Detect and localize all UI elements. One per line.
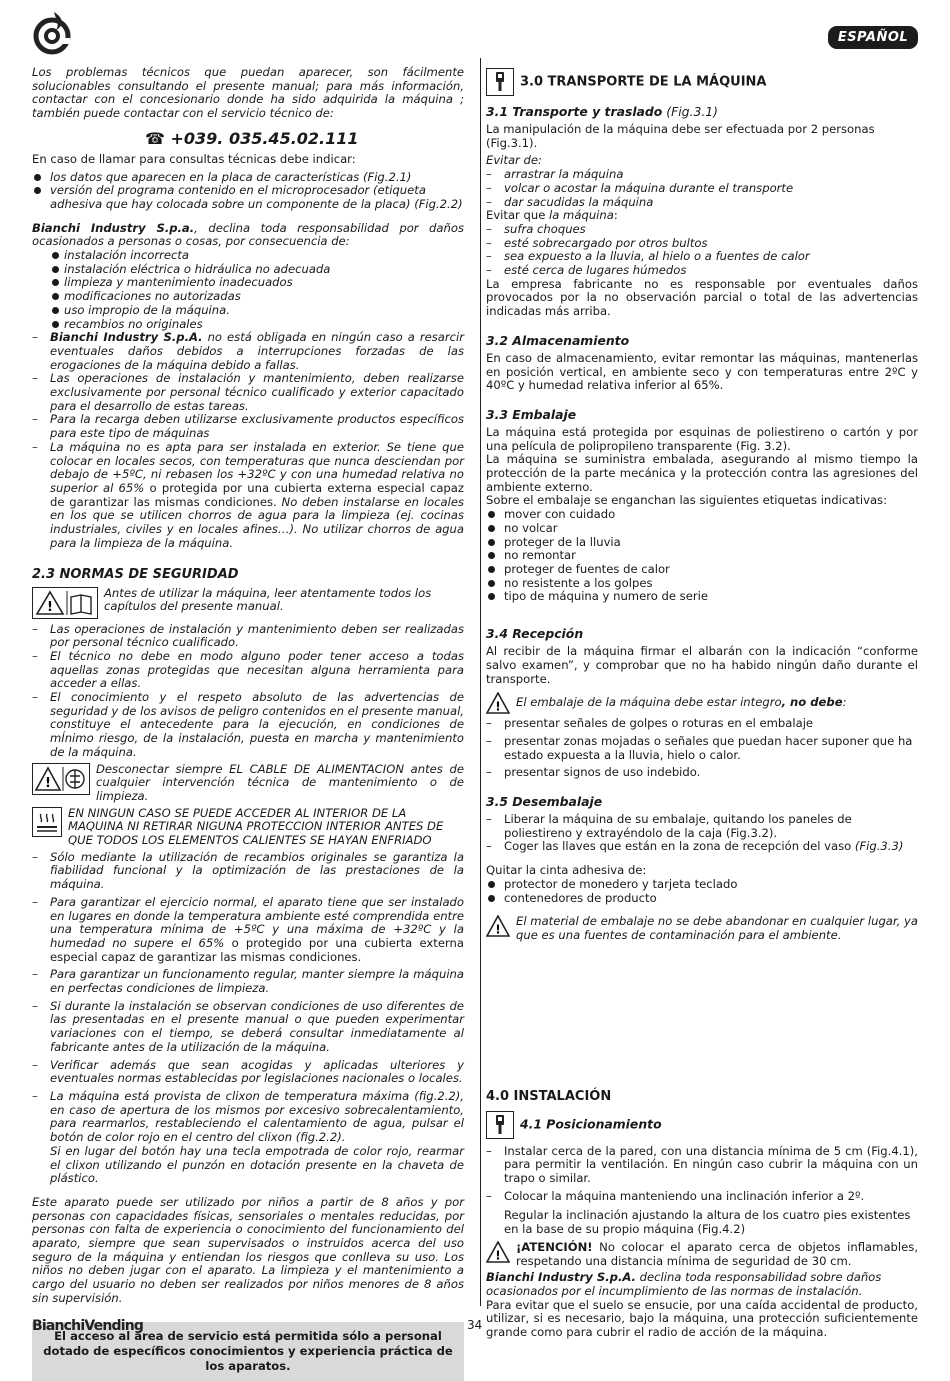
list-item: – Instalar cerca de la pared, con una distancia mínima de 5 cm (Fig.4.1), para permitir la ventilación. En ningún caso cubrir la máquina con un trapo o similar. [486, 1145, 918, 1186]
bianchi-logo-icon [30, 8, 74, 56]
phone-number: ☎ +039. 035.45.02.111 [145, 128, 359, 148]
avoid-label: Evitar de: [486, 153, 542, 168]
responsibility-text: La empresa fabricante no es responsable por eventuales daños provocados por la no observación parcial o total de las advertencias indicadas más arriba. [486, 276, 918, 319]
packaging-integrity-warning: ! El embalaje de la máquina debe estar integro, no debe: [486, 692, 918, 714]
list-item: – volcar o acostar la máquina durante el transporte [486, 182, 918, 196]
safety-title: 2.3 NORMAS DE SEGURIDAD [32, 566, 239, 582]
list-item: no volcar [486, 522, 918, 536]
final-disclaimer: Bianchi Industry S.p.A. declina toda responsabilidad sobre daños ocasionados por el incumplimiento de las normas de instalación. [486, 1270, 882, 1298]
list-item: – Para garantizar un funcionamento regular, manter siempre la máquina en perfectas condiciones de limpieza. [32, 968, 464, 995]
floor-protection-text: Para evitar que el suelo se ensucie, por una caída accidental de producto, utilizar, si es necesario, bajo la máquina, una protección suficientemente grande como para cubrir el radio de acción de la máquina. [486, 1297, 918, 1340]
list-item: proteger de la lluvia [486, 536, 918, 550]
notes-list [32, 331, 464, 550]
svg-text:!: ! [495, 922, 501, 937]
disconnect-warning: ! Desconectar siempre EL CABLE DE ALIMENTACION antes de cualquier intervención técnica de mantenimiento o de limpieza. [32, 763, 464, 804]
safety-list-2 [32, 851, 464, 1186]
attention-warning: ! ¡ATENCIÓN! No colocar el aparato cerca de objetos inflamables, respetando una distancia mínima de seguridad de 30 cm. [486, 1241, 918, 1268]
avoid2-label: Evitar que la máquina: [486, 208, 618, 223]
warning-book-icon [32, 587, 98, 619]
list-item: – arrastrar la máquina [486, 168, 918, 182]
list-item: – presentar signos de uso indebido. [486, 766, 918, 780]
list-item: versión del programa contenido en el microprocesador (etiqueta adhesiva que hay colocada sobre un componente de la placa) (Fig.2.2) [32, 184, 464, 211]
list-item: proteger de fuentes de calor [486, 563, 918, 577]
safety-list [32, 623, 464, 760]
wrench-icon [486, 68, 514, 96]
list-item: – Para la recarga deben utilizarse exclusivamente productos específicos para este tipo de máquinas [32, 413, 464, 440]
section-3-4-text: Al recibir de la máquina firmar el albarán con la indicación “conforme salvo examen”, y comprobar que no ha habido ningún daño durante el transporte. [486, 644, 918, 686]
right-column [486, 66, 918, 1340]
warning-icon [486, 692, 510, 714]
adjust-text: Regular la inclinación ajustando la altura de los cuatro pies existentes en la base de su propio máquina (Fig.4.2) [504, 1208, 911, 1237]
tape-list [486, 878, 918, 905]
read-manual-warning: ! Antes de utilizar la máquina, leer atentamente todos los capítulos del presente manual. [32, 587, 464, 619]
list-item: no resistente a los golpes [486, 577, 918, 591]
section-3-1-text: La manipulación de la máquina debe ser efectuada por 2 personas (Fig.3.1). [486, 122, 875, 150]
list-item: – El conocimiento y el respeto absoluto de las advertencias de seguridad y de los avisos de peligro contenidos en el presente manual, constituye el antecedente para la ejecución, en condiciones de mÍnimo riesgo, de la instalación, puesta en marcha y mantenimiento de la máquina. [32, 691, 464, 760]
phone-icon: ☎ [145, 128, 171, 148]
intro-text: Los problemas técnicos que puedan aparecer, son fácilmente solucionables consultando el presente manual; para más información, contactar con el concesionario donde ha sido adquirida la máquina ; también puede contactar con el servicio técnico de: [32, 65, 464, 121]
list-item: – El técnico no debe en modo alguno poder tener acceso a todas aquellas zonas protegidas que necesitan alguna herramienta para acceder a ellas. [32, 650, 464, 691]
list-item: – Para garantizar el ejercicio normal, el aparato tiene que ser instalado en lugares en donde la temperatura ambiente esté comprendida entre una temperatura mínima de +5ºC y una máxima de +32ºC y la humedad no supere el 65% o protegido por una cubierta externa especial capaz de garantizar las mismas condiciones. [32, 896, 464, 965]
section-3-3-text-2: La máquina se suministra embalada, asegurando al mismo tiempo la protección de la parte mecánica y la protección contra las agresiones del ambiente externo. [486, 452, 918, 494]
left-column [32, 66, 464, 1381]
section-3-3-title: 3.3 Embalaje [486, 406, 577, 422]
list-item: – Colocar la máquina manteniendo una inclinación inferior a 2º. [486, 1190, 918, 1204]
section-3-3-text-1: La máquina está protegida por esquinas de poliestireno o cartón y por una película de polipropileno transparente (Fig. 3.2). [486, 424, 918, 453]
list-item: instalación incorrecta [32, 249, 464, 263]
hot-surface-icon [32, 807, 62, 837]
list-item: limpieza y mantenimiento inadecuados [32, 276, 464, 290]
labels-list [486, 508, 918, 604]
warning-plug-icon [32, 763, 90, 795]
packaging-material-warning: ! El material de embalaje no se debe abandonar en cualquier lugar, ya que es una fuentes de contaminación para el ambiente. [486, 915, 918, 942]
svg-text:!: ! [495, 699, 501, 714]
warning-icon [486, 915, 510, 937]
list-item: – sea expuesto a la lluvia, al hielo o a fuentes de calor [486, 250, 918, 264]
list-item: contenedores de producto [486, 892, 918, 906]
list-item: tipo de máquina y numero de serie [486, 590, 918, 604]
list-item: – Sólo mediante la utilización de recambios originales se garantiza la fiabilidad funcional y la optimización de las prestaciones de la máquina. [32, 851, 464, 892]
list-item: – esté sobrecargado por otros bultos [486, 237, 918, 251]
causes-list [32, 249, 464, 331]
tape-intro: Quitar la cinta adhesiva de: [486, 863, 647, 878]
list-item: – presentar señales de golpes o roturas en el embalaje [486, 717, 918, 731]
section-3-3-text-3: Sobre el embalaje se enganchan las siguientes etiquetas indicativas: [486, 493, 887, 508]
call-intro: En caso de llamar para consultas técnicas debe indicar: [32, 151, 356, 166]
list-item: modificaciones no autorizadas [32, 290, 464, 304]
list-item: no remontar [486, 549, 918, 563]
list-item: – presentar zonas mojadas o señales que puedan hacer suponer que ha estado expuesta a la lluvia, hielo o calor. [486, 735, 918, 762]
section-3-2-title: 3.2 Almacenamiento [486, 332, 630, 348]
brand-logo: BianchiVending [32, 1318, 144, 1334]
list-item: – Si durante la instalación se observan condiciones de uso diferentes de las presentadas en el presente manual o que pueden experimentar variaciones con el tiempo, se deberá consultar inmediatamente al fabricante antes de la utilización de la máquina. [32, 1000, 464, 1055]
warning-icon [486, 1241, 510, 1263]
column-divider [480, 58, 481, 1306]
transport-title: 3.0 TRANSPORTE DE LA MÁQUINA [486, 68, 918, 96]
list-item: – dar sacudidas la máquina [486, 196, 918, 210]
svg-text:!: ! [45, 775, 51, 791]
section-3-2-text: En caso de almacenamiento, evitar remontar las máquinas, mantenerlas en posición vertical, en ambiente seco y con temperaturas entre 2ºC y 40ºC y humedad relativa inferior al 65%. [486, 350, 918, 393]
list-item: – La máquina está provista de clixon de temperatura máxima (fig.2.2), en caso de apertura de los mismos por excesivo sobrecalentamiento, para rearmarlos, restableciendo el calentamiento de agua, pulsar el botón de color rojo en el centro del clixon (fig.2.2). Si en lugar del botón hay una tecla empotrada de color rojo, rearmar el clixon utilizando el punzón en dotación presente en la chaveta de plástico. [32, 1090, 464, 1186]
list-item: los datos que aparecen en la placa de características (Fig.2.1) [32, 171, 464, 185]
page-number: 34 [467, 1318, 483, 1332]
list-item: – Bianchi Industry S.p.A. no está obligada en ningún caso a resarcir eventuales daños debidos a interrupciones forzadas de las erogaciones de la máquina debido a fallas. [32, 331, 464, 372]
children-text: Este aparato puede ser utilizado por niños a partir de 8 años y por personas con capacidades físicas, sensoriales o mentales reducidas, por personas con falta de experiencia o conocimiento del funcionamiento del aparato, siempre que sean supervisados o instruidos acerca del uso seguro de la máquina y entiendan los riesgos que conlleva su uso. Los niños no deben jugar con el aparato. La limpieza y el mantenimiento a cargo del usuario no deben ser realizados por niños menores de 8 años sin supervisión. [32, 1194, 464, 1305]
call-list [32, 171, 464, 212]
hot-surface-warning: EN NINGUN CASO SE PUEDE ACCEDER AL INTERIOR DE LA MAQUINA NI RETIRAR NIGUNA PROTECCION INTERIOR ANTES DE QUE TODOS LOS ELEMENTOS CALIENTES SE HAYAN ENFRIADO [32, 807, 464, 848]
list-item: – Coger las llaves que están en la zona de recepción del vaso (Fig.3.3) [486, 840, 918, 854]
list-item: recambios no originales [32, 318, 464, 332]
install-title: 4.0 INSTALACIÓN [486, 1088, 612, 1104]
wrench-icon [486, 1111, 514, 1139]
list-item: uso impropio de la máquina. [32, 304, 464, 318]
list-item: instalación eléctrica o hidráulica no adecuada [32, 263, 464, 277]
list-item: – Las operaciones de instalación y mantenimiento, deben realizarse exclusivamente por personal técnico cualificado y exterior capacitado para el desarrollo de estas tareas. [32, 372, 464, 413]
unpacking-list [486, 813, 918, 854]
reception-list [486, 717, 918, 780]
list-item: – Verificar además que sean acogidas y aplicadas ulteriores y eventuales normas establecidas por legislaciones nacionales o locales. [32, 1059, 464, 1086]
list-item: – sufra choques [486, 223, 918, 237]
section-3-1-title: 3.1 Transporte y traslado (Fig.3.1) [486, 104, 718, 119]
avoid-list [486, 168, 918, 209]
disclaimer: Bianchi Industry S.p.a., declina toda responsabilidad por daños ocasionados a personas o cosas, por consecuencia de: [32, 220, 464, 249]
list-item: – esté cerca de lugares húmedos [486, 264, 918, 278]
section-3-5-title: 3.5 Desembalaje [486, 794, 603, 810]
service-notice: El acceso al área de servicio está permitida sólo a personal dotado de específicos conocimientos y experiencia práctica de los aparatos. [32, 1322, 464, 1381]
list-item: – Las operaciones de instalación y mantenimiento deben ser realizadas por personal técnico cualificado. [32, 623, 464, 650]
list-item: – Liberar la máquina de su embalaje, quitando los paneles de poliestireno y extrayéndolo de la caja (Fig.3.2). [486, 813, 918, 840]
section-3-4-title: 3.4 Recepción [486, 626, 584, 642]
language-badge: ESPAÑOL [828, 26, 918, 49]
list-item: – La máquina no es apta para ser instalada en exterior. Se tiene que colocar en locales secos, con temperaturas que nunca desciendan por debajo de +5ºC, ni rebasen los +32ºC y con una humedad relativa no superior al 65% o protegida por una cubierta externa especial capaz de garantizar las mismas condiciones. No deben instalarse en locales en los que se utilicen chorros de agua para la limpieza (ej. cocinas industriales, civiles y en locales afines…). No utilizar chorros de agua para la limpieza de la máquina. [32, 441, 464, 551]
svg-text:!: ! [495, 1248, 501, 1263]
positioning-list [486, 1145, 918, 1204]
list-item: protector de monedero y tarjeta teclado [486, 878, 918, 892]
svg-text:!: ! [47, 599, 53, 615]
list-item: mover con cuidado [486, 508, 918, 522]
avoid2-list [486, 223, 918, 278]
section-4-1-title: 4.1 Posicionamiento [486, 1111, 918, 1139]
